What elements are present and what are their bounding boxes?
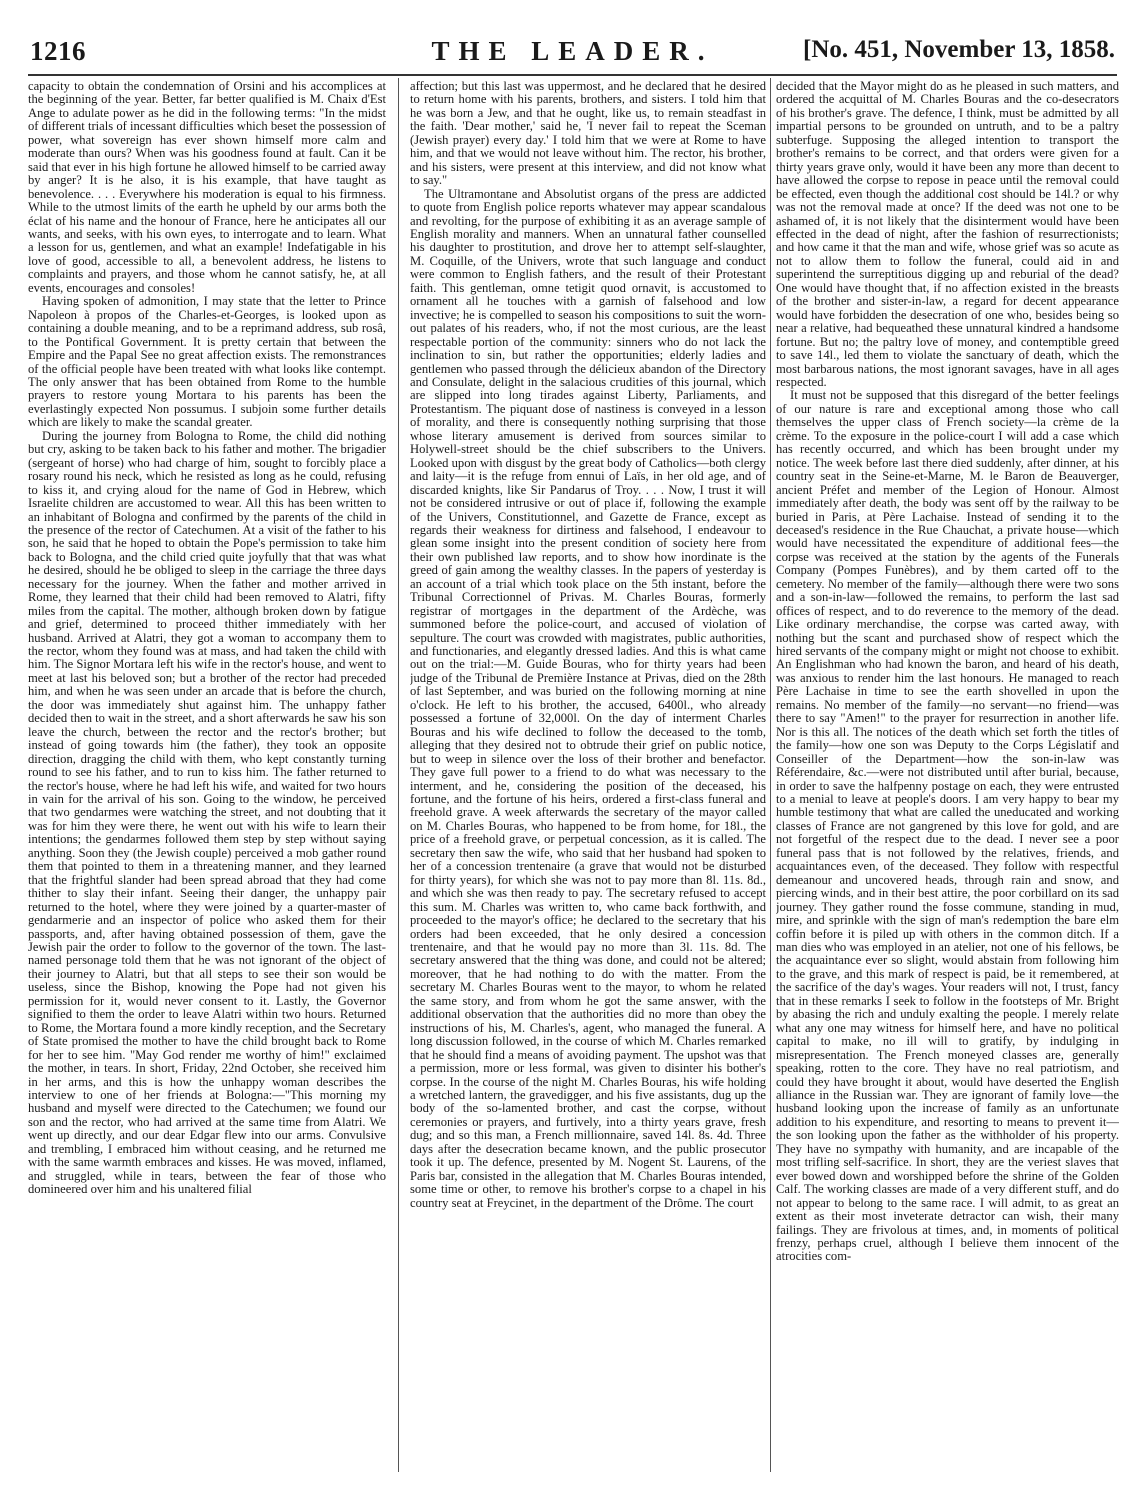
page-header <box>28 28 1117 74</box>
article-column-3 <box>776 80 1119 1470</box>
paragraph: It must not be supposed that this disregard of the better feelings of our nature is rare and exceptional among those who call themselves the upper class of French society—la crème de la crème. To the exposure in the police-court I will add a case which has recently occurred, and which has been brought under my notice. The week before last there died suddenly, after dinner, at his country seat in the Seine-et-Marne, M. le Baron de Beauverger, ancient Préfet and member of the Legion of Honour. Almost immediately after death, the body was sent off by the railway to be buried in Paris, at Père Lachaise. Instead of sending it to the deceased's residence in the Rue Chauchat, a private house—which would have necessitated the expenditure of additional fees—the corpse was received at the station by the agents of the Funerals Company (Pompes Funèbres), and by them carted off to the cemetery. No member of the family—although there were two sons and a son-in-law—followed the remains, to perform the last sad offices of respect, and to do reverence to the memory of the dead. Like ordinary merchandise, the corpse was carted away, with nothing but the scant and purchased show of respect which the hired servants of the company might or might not choose to exhibit. An Englishman who had known the baron, and heard of his death, was anxious to render him the last honours. He managed to reach Père Lachaise in time to see the earth shovelled in upon the remains. No member of the family—no servant—no friend—was there to say "Amen!" to the prayer for resurrection in another life. Nor is this all. The notices of the death which set forth the titles of the family—how one son was Deputy to the Corps Législatif and Conseiller of the Department—how the son-in-law was Référendaire, &c.—were not distributed until after burial, because, in order to save the halfpenny postage on each, they were entrusted to a menial to leave at people's doors. I am very happy to bear my humble testimony that what are called the uneducated and working classes of France are not gangrened by this love for gold, and are not forgetful of the respect due to the dead. I never see a poor funeral pass that is not followed by the relatives, friends, and acquaintances even, of the deceased. They follow with respectful demeanour and uncovered heads, through rain and snow, and piercing winds, and in their best attire, the poor corbillard on its sad journey. They gather round the fosse commune, standing in mud, mire, and sprinkle with the sign of man's redemption the bare elm coffin before it is piled up with others in the common ditch. If a man dies who was employed in an atelier, not one of his fellows, be the acquaintance ever so slight, would abstain from following him to the grave, and this mark of respect is paid, be it remembered, at the sacrifice of the day's wages. Your readers will not, I trust, fancy that in these remarks I seek to follow in the footsteps of Mr. Bright by abasing the rich and unduly exalting the people. I merely relate what any one may witness for himself here, and have no political capital to make, no ill will to gratify, by indulging in misrepresentation. The French moneyed classes are, generally speaking, rotten to the core. They have no real patriotism, and could they have brought it about, would have deserted the English alliance in the Russian war. They are ignorant of family love—the husband looking upon the increase of family as an unfortunate addition to his expenditure, and resorting to means to prevent it—the son looking upon the father as the withholder of his property. They have no sympathy with humanity, and are incapable of the most trifling self-sacrifice. In short, they are the veriest slaves that ever bowed down and worshipped before the shrine of the Golden Calf. The working classes are made of a very different stuff, and do not appear to belong to the same race. I will admit, to as great an extent as their most inveterate detractor can wish, their many failings. They are frivolous at times, and, in moments of political frenzy, perhaps cruel, although I believe them innocent of the atrocities com- <box>776 388 1119 1264</box>
masthead-title: THE LEADER. <box>431 36 714 66</box>
column-divider <box>398 78 399 1472</box>
column-divider <box>770 78 771 1472</box>
article-column-2 <box>410 80 766 1470</box>
issue-info: [No. 451, November 13, 1858. <box>803 36 1115 63</box>
paragraph: During the journey from Bologna to Rome, the child did nothing but cry, asking to be taken back to his father and mother. The brigadier (sergeant of horse) who had charge of him, sought to forcibly place a rosary round his neck, which he resisted as long as he could, refusing to kiss it, and crying aloud for the name of God in Hebrew, which Israelite children are accustomed to wear. All this has been written to an inhabitant of Bologna and confirmed by the parents of the child in the presence of the rector of Catechumen. At a visit of the father to his son, he said that he hoped to obtain the Pope's permission to take him back to Bologna, and the child cried quite joyfully that that was what he desired, should he be obliged to sleep in the carriage the three days necessary for the journey. When the father and mother arrived in Rome, they learned that their child had been removed to Alatri, fifty miles from the capital. The mother, although broken down by fatigue and grief, determined to proceed thither immediately with her husband. Arrived at Alatri, they got a woman to accompany them to the rector, whom they found was at mass, and had taken the child with him. The Signor Mortara left his wife in the rector's house, and went to meet at last his beloved son; but a brother of the rector had preceded him, and when he was seen under an arcade that is before the church, the door was immediately shut against him. The unhappy father decided then to wait in the street, and a short afterwards he saw his son leave the church, between the rector and the rector's brother; but instead of going towards him (the father), they took an opposite direction, dragging the child with them, who kept constantly turning round to see his father, and to run to kiss him. The father returned to the rector's house, where he had left his wife, and waited for two hours in vain for the arrival of his son. Going to the window, he perceived that two gendarmes were watching the street, and not doubting that it was for him they were there, he went out with his wife to learn their intentions; the gendarmes followed them step by step without saying anything. Soon they (the Jewish couple) perceived a mob gather round them that pointed to them in a threatening manner, and they learned that the frightful slander had been spread abroad that they had come thither to slay their infant. Seeing their danger, the unhappy pair returned to the hotel, where they were joined by a quarter-master of gendarmerie and an inspector of police who asked them for their passports, and, after having obtained possession of them, gave the Jewish pair the order to follow to the governor of the town. The last-named personage told them that he was not ignorant of the object of their journey to Alatri, but that all steps to see their son would be useless, since the Bishop, knowing the Pope had not given his permission for it, would never consent to it. Lastly, the Governor signified to them the order to leave Alatri within two hours. Returned to Rome, the Mortara found a more kindly reception, and the Secretary of State promised the mother to have the child brought back to Rome for her to see him. "May God render me worthy of him!" exclaimed the mother, in tears. In short, Friday, 22nd October, she received him in her arms, and this is how the unhappy woman describes the interview to one of her friends at Bologna:—"This morning my husband and myself were directed to the Catechumen; we found our son and the rector, who had arrived at the same time from Alatri. We went up directly, and our dear Edgar flew into our arms. Convulsive and trembling, I embraced him without ceasing, and he returned me with the same warmth embraces and kisses. He was moved, inflamed, and struggled, while in tears, between the fear of those who domineered over him and his unaltered filial <box>28 428 386 1197</box>
paragraph: Having spoken of admonition, I may state that the letter to Prince Napoleon à propos of the Charles-et-Georges, is looked upon as containing a double meaning, and to be a reprimand address, sub rosâ, to the Pontifical Government. It is pretty certain that between the Empire and the Papal See no great affection exists. The remonstrances of the official people have been treated with what looks like contempt. The only answer that has been obtained from Rome to the humble prayers to restore young Mortara to his parents has been the everlastingly expected Non possumus. I subjoin some further details which are likely to make the scandal greater. <box>28 294 386 430</box>
paragraph: affection; but this last was uppermost, and he declared that he desired to return home with his parents, brothers, and sisters. I told him that he was born a Jew, and that he ought, like us, to remain steadfast in the faith. 'Dear mother,' said he, 'I never fail to repeat the Sceman (Jewish prayer) every day.' I told him that we were at Rome to have him, and that we would not leave without him. The rector, his brother, and his sisters, were present at this interview, and did not know what to say." <box>410 80 766 188</box>
article-column-1 <box>28 80 386 1470</box>
header-rule <box>28 74 1117 76</box>
paragraph: decided that the Mayor might do as he pleased in such matters, and ordered the acquittal of M. Charles Bouras and the co-desecrators of his brother's grave. The defence, I think, must be admitted by all impartial persons to be grounded on untruth, and to be a paltry subterfuge. Supposing the alleged intention to transport the brother's remains to be correct, and that orders were given for a thirty years grave only, would it have been any more than decent to have allowed the corpse to repose in peace until the removal could be effected, even though the additional cost should be 14l.? or why was not the removal made at once? If the deed was not one to be ashamed of, it is not likely that the disinterment would have been effected in the dead of night, after the fashion of resurrectionists; and how came it that the man and wife, whose grief was so acute as not to allow them to follow the funeral, could aid in and superintend the surreptitious digging up and reburial of the dead? One would have thought that, if no affection existed in the breasts of the brother and sister-in-law, a regard for decent appearance would have forbidden the desecration of one who, besides being so near a relative, had bequeathed these unnatural kindred a handsome fortune. But no; the paltry love of money, and contemptible greed to save 14l., led them to violate the sanctuary of death, which the most barbarous nations, the most ignorant savages, have in all ages respected. <box>776 80 1119 389</box>
paragraph: capacity to obtain the condemnation of Orsini and his accomplices at the beginning of the year. Better, far better qualified is M. Chaix d'Est Ange to adulate power as he did in the following terms: "In the midst of different trials of incessant difficulties which beset the possession of power, what sovereign has ever shown himself more calm and moderate than ours? When was his goodness found at fault. Can it be said that ever in his high fortune he allowed himself to be carried away by anger? It is he also, it is his example, that have taught as benevolence. . . . Everywhere his moderation is equal to his firmness. While to the utmost limits of the earth he upheld by our arms both the éclat of his name and the honour of France, here he anticipates all our wants, and seeks, with his own eyes, to interrogate and to learn. What a lesson for us, gentlemen, and what an example! Indefatigable in his love of good, accessible to all, a benevolent address, he listens to complaints and prayers, and those whom he cannot satisfy, he, at all events, encourages and consoles! <box>28 80 386 295</box>
paragraph: The Ultramontane and Absolutist organs of the press are addicted to quote from English police reports whatever may appear scandalous and revolting, for the purpose of exhibiting it as an average sample of English morality and manners. When an unnatural father counselled his daughter to prostitution, and drove her to attempt self-slaughter, M. Coquille, of the Univers, wrote that such language and conduct were common to English fathers, and the result of their Protestant faith. This gentleman, omne tetigit quod ornavit, is accustomed to ornament all he touches with a garnish of falsehood and low invective; he is compelled to season his compositions to suit the worn-out palates of his readers, who, if not the most curious, are the least respectable portion of the community: sinners who do not lack the inclination to sin, but rather the opportunities; elderly ladies and gentlemen who passed through the délicieux abandon of the Directory and Consulate, delight in the salacious crudities of this journal, which are slipped into long tirades against Liberty, Parliaments, and Protestantism. The piquant dose of nastiness is conveyed in a lesson of morality, and there is consequently nothing surprising that those whose literary amusement is derived from sources similar to Holywell-street should be the chief subscribers to the Univers. Looked upon with disgust by the great body of Catholics—both clergy and laity—it is the refuge from ennui of Laïs, in her old age, and of discarded knights, like Sir Pandarus of Troy. . . . Now, I trust it will not be considered intrusive or out of place if, following the example of the Univers, Constitutionnel, and Gazette de France, except as regards their weakness for dirtiness and falsehood, I endeavour to glean some insight into the present condition of society here from their own published law reports, and to show how inordinate is the greed of gain among the wealthy classes. In the papers of yesterday is an account of a trial which took place on the 5th instant, before the Tribunal Correctionnel of Privas. M. Charles Bouras, formerly registrar of mortgages in the department of the Ardèche, was summoned before the police-court, and accused of violation of sepulture. The court was crowded with magistrates, public authorities, and functionaries, and elegantly dressed ladies. And this is what came out on the trial:—M. Guide Bouras, who for thirty years had been judge of the Tribunal de Première Instance at Privas, died on the 28th of last September, and was buried on the following morning at nine o'clock. He left to his brother, the accused, 6400l., who already possessed a fortune of 32,000l. On the day of interment Charles Bouras and his wife declined to follow the deceased to the tomb, alleging that they desired not to obtrude their grief on public notice, but to weep in silence over the loss of their brother and benefactor. They gave full power to a friend to do what was necessary to the interment, and he, considering the position of the deceased, his fortune, and the fortune of his heirs, ordered a first-class funeral and freehold grave. A week afterwards the secretary of the mayor called on M. Charles Bouras, who happened to be from home, for 18l., the price of a freehold grave, or perpetual concession, as it is called. The secretary then saw the wife, who said that her husband had spoken to her of a concession trentenaire (a grave that would not be disturbed for thirty years), for which she was not to pay more than 8l. 11s. 8d., and which she was then ready to pay. The secretary refused to accept this sum. M. Charles was written to, who came back forthwith, and proceeded to the mayor's office; he declared to the secretary that his orders had been exceeded, that he only desired a concession trentenaire, and that he would pay no more than 3l. 11s. 8d. The secretary answered that the thing was done, and could not be altered; moreover, that he had nothing to do with the matter. From the secretary M. Charles Bouras went to the mayor, to whom he related the same story, and from whom he got the same answer, with the additional observation that the authorities did no more than obey the instructions of his, M. Charles's, agent, who managed the funeral. A long discussion followed, in the course of which M. Charles remarked that he should find a means of avoiding payment. The upshot was that a permission, more or less formal, was given to disinter his bother's corpse. In the course of the night M. Charles Bouras, his wife holding a wretched lantern, the gravedigger, and his five assistants, dug up the body of the so-lamented brother, and cast the corpse, without ceremonies or prayers, and furtively, into a thirty years grave, fresh dug; and so this man, a French millionnaire, saved 14l. 8s. 4d. Three days after the desecration became known, and the public prosecutor took it up. The defence, presented by M. Nogent St. Laurens, of the Paris bar, consisted in the allegation that M. Charles Bouras intended, some time or other, to remove his brother's corpse to a chapel in his country seat at Freycinet, in the department of the Drôme. The court <box>410 186 766 1210</box>
page-number: 1216 <box>30 36 86 66</box>
